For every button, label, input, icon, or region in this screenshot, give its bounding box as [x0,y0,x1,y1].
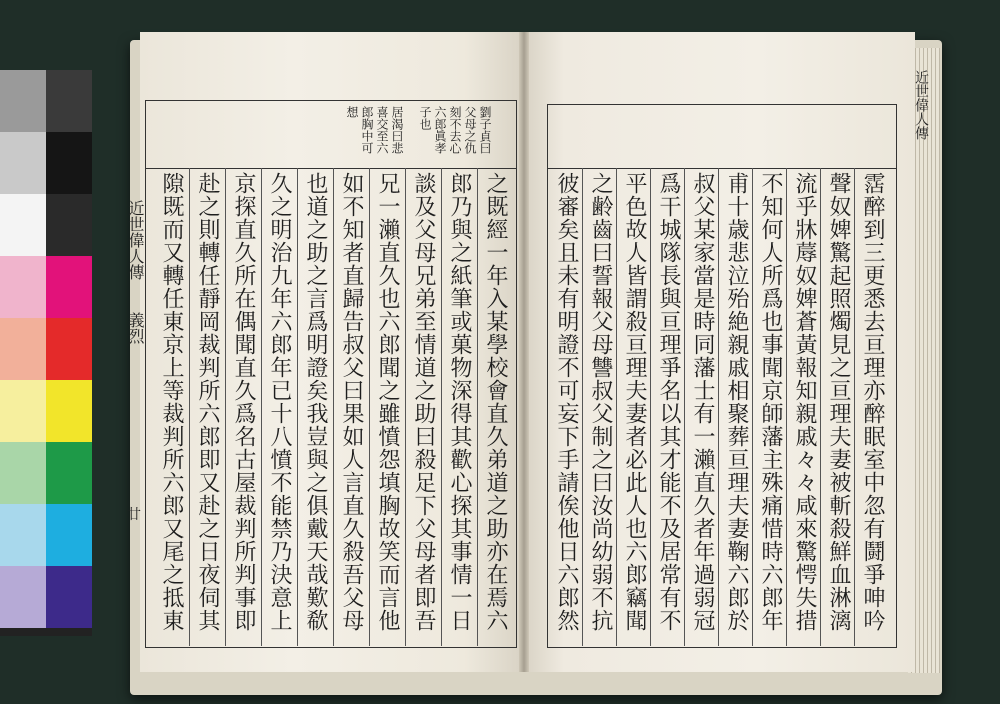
text-column: 郎乃與之紙筆或菓物深得其歡心探其事情一日 [447,172,472,632]
text-column: 不知何人所爲也事聞京師藩主殊痛惜時六郎年 [758,172,783,632]
text-column: 聲奴婢驚起照燭見之亘理夫妻被斬殺鮮血淋漓 [826,172,851,632]
swatch-pink [0,256,46,318]
column-rule [189,168,190,646]
header-note: 父母之仇 [463,106,477,154]
column-rule [650,168,651,646]
swatch-lavender [0,566,46,628]
column-rule [582,168,583,646]
column-rule [820,168,821,646]
swatch-salmon [0,318,46,380]
text-column: 之齢齒曰誓報父母讐叔父制之曰汝尚幼弱不抗 [588,172,613,632]
text-column: 久之明治九年六郎年已十八憤不能禁乃決意上 [267,172,292,632]
swatch-light-green [0,442,46,504]
text-column: 霑醉到三更悉去亘理亦醉眠室中忽有鬪爭呻吟 [860,172,885,632]
column-rule [261,168,262,646]
header-note: 郎胸中可 [360,106,374,154]
text-column: 兄一瀨直久也六郎聞之雖憤怨填胸故笑而言他 [375,172,400,632]
calibration-column-right [46,70,92,628]
book-gutter [519,32,529,672]
calibration-column-left [0,70,46,628]
text-column: 之既經一年入某學校會直久弟道之助亦在焉六 [483,172,508,632]
column-rule [441,168,442,646]
swatch-red [46,318,92,380]
text-column: 京探直久所在偶聞直久爲名古屋裁判所判事即 [231,172,256,632]
header-note: 子也 [418,106,432,130]
header-note: 六郎眞孝 [433,106,447,154]
swatch-light-gray [0,132,46,194]
text-column: 爲干城隊長與亘理爭名以其才能不及居常有不 [656,172,681,632]
text-column: 平色故人皆謂殺亘理夫妻者必此人也六郎竊聞 [622,172,647,632]
header-note: 劉子貞曰 [478,106,492,154]
text-column: 叔父某家當是時同藩士有一瀨直久者年過弱冠 [690,172,715,632]
column-rule [477,168,478,646]
text-column: 隙既而又轉任東京上等裁判所六郎又尾之抵東 [159,172,184,632]
column-rule [684,168,685,646]
column-rule [616,168,617,646]
column-rule [297,168,298,646]
swatch-white [0,194,46,256]
column-rule [369,168,370,646]
text-column: 甫十歳悲泣殆絶親戚相聚葬亘理夫妻鞠六郎於 [724,172,749,632]
text-column: 流乎牀蓐奴婢蒼黃報知親戚々々咸來驚愕失措 [792,172,817,632]
swatch-yellow [46,380,92,442]
swatch-cyan [46,504,92,566]
swatch-dark-gray [46,70,92,132]
header-note: 刻不去心 [448,106,462,154]
swatch-green [46,442,92,504]
swatch-magenta [46,256,92,318]
header-note: 居渴曰悲 [390,106,404,154]
text-column: 也道之助之言爲明證矣我豈與之俱戴天哉歎欷 [303,172,328,632]
right-margin-title: 近世偉人傳 [913,70,929,140]
column-rule [333,168,334,646]
swatch-light-cyan [0,504,46,566]
swatch-light-yellow [0,380,46,442]
column-rule [786,168,787,646]
column-rule [854,168,855,646]
text-column: 赴之則轉任靜岡裁判所六郎即又赴之日夜伺其 [195,172,220,632]
margin-subtitle: 義烈 [126,312,145,344]
right-header-box [547,104,897,169]
column-rule [405,168,406,646]
column-rule [752,168,753,646]
text-column: 如不知者直歸告叔父曰果如人言直久殺吾父母 [339,172,364,632]
text-column: 談及父母兄弟至情道之助曰殺足下父母者即吾 [411,172,436,632]
swatch-gray [0,70,46,132]
swatch-black [46,132,92,194]
swatch-purple [46,566,92,628]
header-note: 想 [345,106,359,118]
column-rule [718,168,719,646]
text-column: 彼審矣且未有明證不可妄下手請俟他日六郎然 [554,172,579,632]
margin-title: 近世偉人傳 [126,200,145,280]
swatch-near-black [46,194,92,256]
header-note: 喜交至六 [375,106,389,154]
column-rule [225,168,226,646]
folio-number: 廿 [127,507,141,523]
